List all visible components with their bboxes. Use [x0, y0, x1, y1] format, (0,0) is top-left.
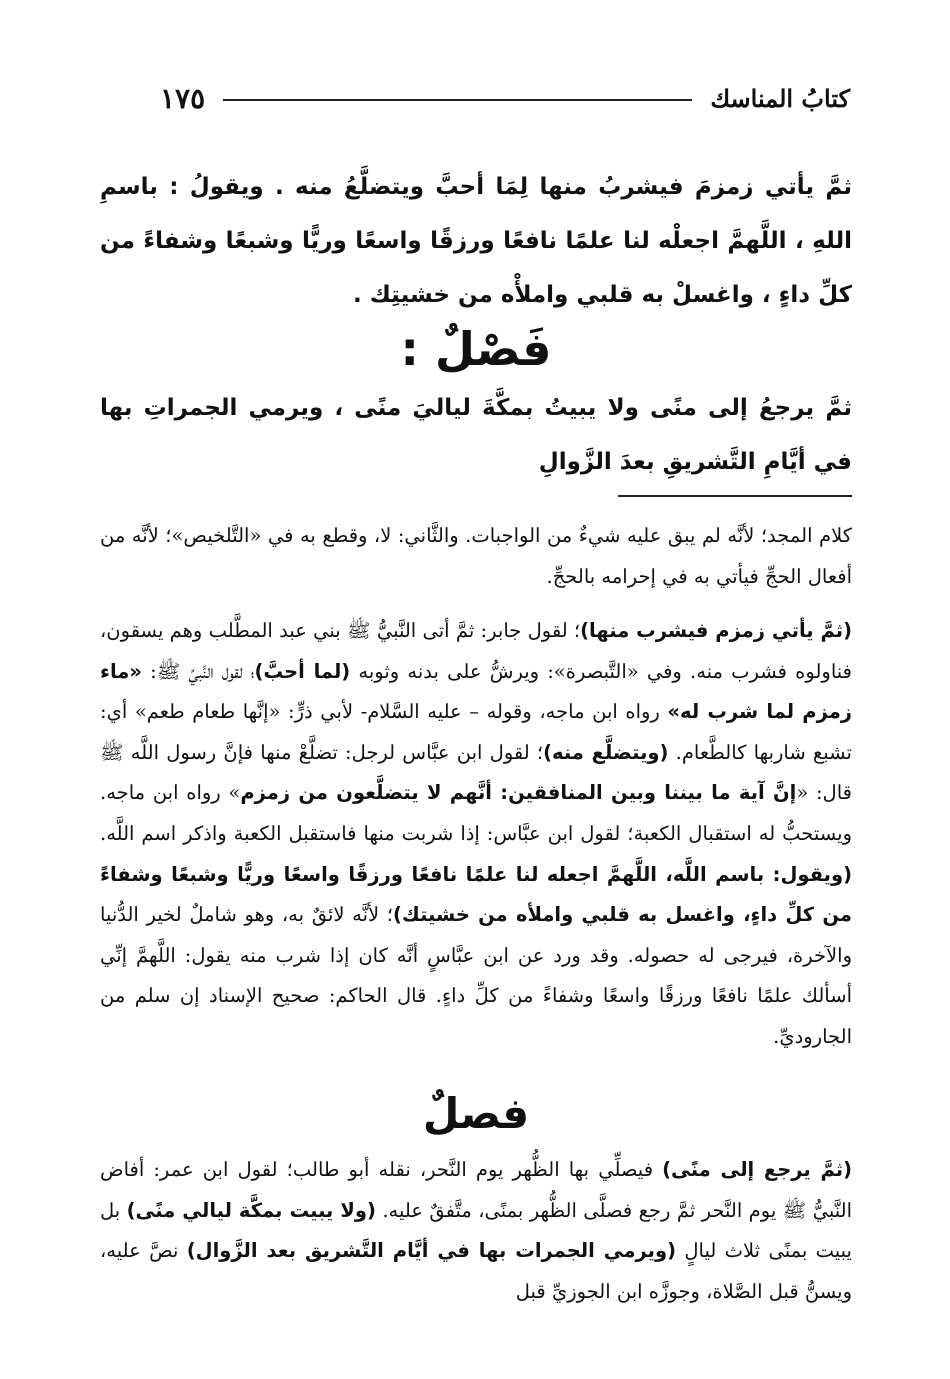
commentary-text: فيصلِّي بها الظُّهر يوم النَّحر، نقله أبو طالب؛ لقول ابن عمر: أفاض النَّبيُّ ﷺ يوم النَّحر ثمَّ رجع فصلَّى الظُّهر بمنًى، متَّفقٌ عليه. [100, 1158, 852, 1222]
commentary-paragraph-3 [100, 1150, 852, 1312]
chapter-title: كتابُ المناسك [710, 83, 850, 113]
commentary-text: ؛ لقول جابر: ثمَّ أتى النَّبيُّ ﷺ بني عبد المطَّلب وهم يسقون، فناولوه فشرب منه. وفي «التَّبصرة»: ويرشُّ على بدنه وثوبه [100, 619, 852, 683]
quoted-matn: (ويتضلَّع منه) [543, 740, 669, 764]
quoted-hadith: إنَّ آية ما بيننا وبين المنافقين: أنَّهم لا يتضلَّعون من زمزم [240, 781, 797, 805]
quoted-matn: (ويرمي الجمرات بها في أيَّام التَّشريق بعد الزَّوال) [186, 1239, 677, 1263]
commentary-text: بل يبيت بمنًى ثلاث ليالٍ [100, 1198, 852, 1263]
quoted-matn: (لما أحبَّ) [254, 659, 351, 683]
matn-paragraph-middle: ثمَّ يرجعُ إلى منًى ولا يبيتُ بمكَّةَ لياليَ منًى ، ويرمي الجمراتِ بها في أيَّامِ التَّشريقِ بعدَ الزَّوالِ [100, 395, 852, 475]
commentary-text: ؛ لقول النَّبيِّ ﷺ: [141, 659, 255, 683]
commentary-paragraph-1: كلام المجد؛ لأنَّه لم يبق عليه شيءٌ من الواجبات. والثَّاني: لا، وقطع به في «التَّلخيص»؛ لأنَّه من أفعال الحجِّ فيأتي به في إحرامه بالحجِّ. [100, 524, 852, 588]
quoted-matn: (ويقول: باسم اللَّه، اللَّهمَّ اجعله لنا علمًا نافعًا ورزقًا واسعًا وريًّا وشبعًا وشفاءً من كلِّ داءٍ، واغسل به قلبي واملأه من خشيتك) [100, 862, 852, 927]
quoted-matn: (ولا يبيت بمكَّة ليالي منًى) [126, 1198, 376, 1222]
page-number: ١٧٥ [160, 81, 206, 115]
quoted-hadith: «ماء زمزم لما شرب له» [100, 659, 852, 724]
commentary-text: رواه ابن ماجه، وقوله – عليه السَّلام- لأبي ذرٍّ: «إنَّها طعام طعم» أي: تشبع شاربها كالطَّعام. [100, 700, 852, 764]
commentary-text: ؛ لأنَّه لائقٌ به، وهو شاملٌ لخير الدُّنيا والآخرة، فيرجى له حصوله. وقد ورد عن ابن عبَّاسٍ أنَّه كان إذا شرب منه يقول: اللَّهمَّ إنِّي أسألك علمًا نافعًا ورزقًا واسعًا وشفاءً من كلِّ داءٍ. قال الحاكم: صحيح الإسناد إن سلم من الجاروديِّ. [100, 903, 852, 1048]
footnote-divider [618, 495, 852, 497]
quoted-matn: (ثمَّ يأتي زمزم فيشرب منها) [580, 619, 852, 642]
matn-paragraph-top: ثمَّ يأتي زمزمَ فيشربُ منها لِمَا أحبَّ ويتضلَّعُ منه . ويقولُ : باسمِ اللهِ ، اللَّهمَّ اجعلْه لنا علمًا نافعًا ورزقًا واسعًا وريًّا وشبعًا وشفاءً من كلِّ داءٍ ، واغسلْ به قلبي واملأْه من خشيتِك . [100, 174, 852, 308]
page-header [160, 78, 850, 118]
commentary-text: ؛ لقول ابن عبَّاس لرجل: تضلَّعْ منها فإنَّ رسول اللَّه ﷺ قال: « [100, 740, 852, 805]
commentary-text: » رواه ابن ماجه. ويستحبُّ له استقبال الكعبة؛ لقول ابن عبَّاس: إذا شربت منها فاستقبل الكعبة واذكر اسم اللَّه. [100, 781, 852, 845]
quoted-matn: (ثمَّ يرجع إلى منًى) [662, 1158, 852, 1181]
commentary-paragraph-2 [100, 611, 852, 1058]
commentary-text: نصَّ عليه، ويسنُّ قبل الصَّلاة، وجوزَّه ابن الجوزيِّ قبل [100, 1239, 852, 1303]
section-heading-fasl: فَصْلٌ : [400, 322, 552, 376]
header-rule [223, 99, 692, 101]
section-heading-fasl-2: فصلٌ [422, 1089, 530, 1138]
